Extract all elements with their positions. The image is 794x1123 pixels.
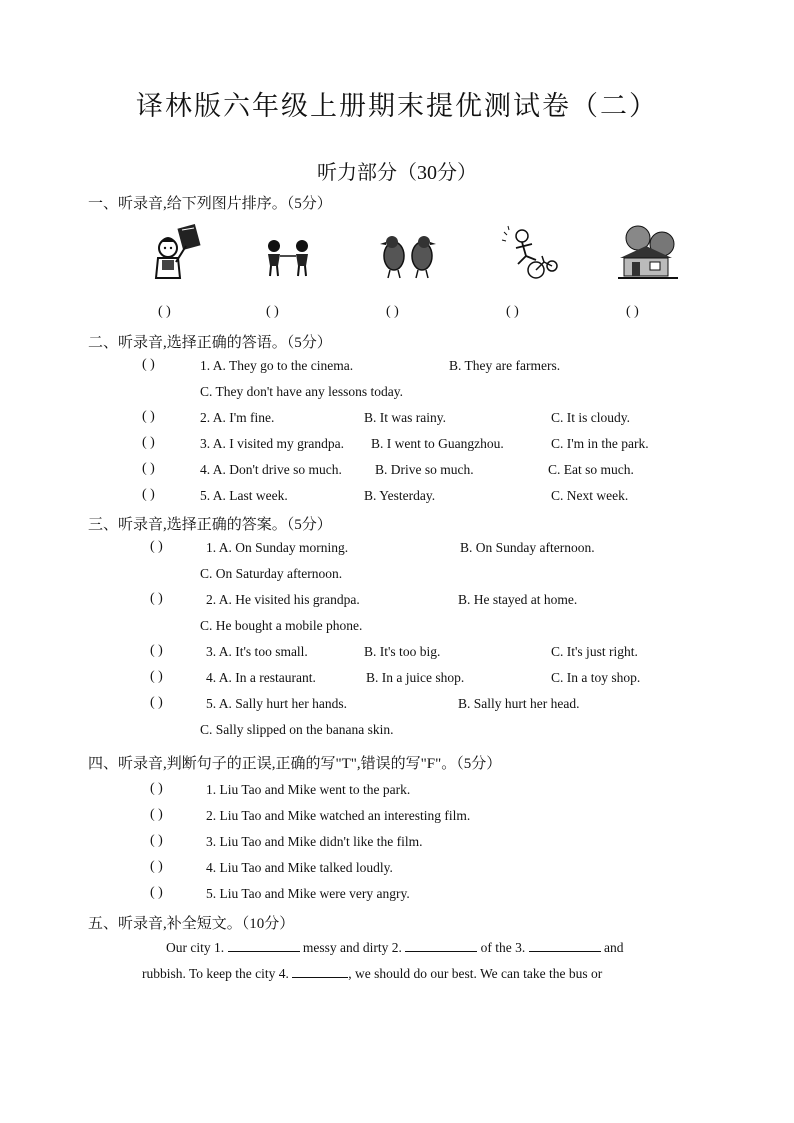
passage-text: rubbish. To keep the city 4. [142, 966, 289, 981]
answer-paren[interactable]: ( ) [506, 304, 519, 319]
option-b: B. Sally hurt her head. [458, 696, 580, 711]
option-b: B. It was rainy. [364, 410, 446, 425]
answer-paren[interactable]: ( ) [150, 591, 163, 606]
answer-paren[interactable]: ( ) [142, 487, 155, 502]
answer-paren[interactable]: ( ) [150, 859, 163, 874]
answer-paren[interactable]: ( ) [266, 304, 279, 319]
option-b: B. In a juice shop. [366, 670, 465, 685]
option-b: B. Yesterday. [364, 488, 436, 503]
house-and-trees-icon [618, 222, 678, 282]
option-c: C. Sally slipped on the banana skin. [200, 722, 394, 737]
option-b: B. Drive so much. [375, 462, 474, 477]
option-a: 3. A. It's too small. [206, 644, 308, 659]
fill-blank-2[interactable] [405, 939, 477, 952]
part2-heading: 二、听录音,选择正确的答语。（5分） [88, 335, 332, 351]
answer-paren[interactable]: ( ) [150, 885, 163, 900]
option-b: B. It's too big. [364, 644, 441, 659]
fill-blank-4[interactable] [292, 965, 348, 978]
answer-paren[interactable]: ( ) [626, 304, 639, 319]
statement: 1. Liu Tao and Mike went to the park. [206, 782, 411, 797]
answer-paren[interactable]: ( ) [142, 357, 155, 372]
boy-with-book-icon [146, 222, 206, 282]
answer-paren[interactable]: ( ) [142, 461, 155, 476]
answer-paren[interactable]: ( ) [142, 435, 155, 450]
page-title: 译林版六年级上册期末提优测试卷（二） [136, 91, 658, 121]
answer-paren[interactable]: ( ) [150, 781, 163, 796]
option-a: 1. A. They go to the cinema. [200, 358, 354, 373]
two-children-icon [258, 222, 318, 282]
option-a: 1. A. On Sunday morning. [206, 540, 349, 555]
section-subtitle: 听力部分（30分） [317, 162, 477, 184]
answer-paren[interactable]: ( ) [150, 833, 163, 848]
answer-paren[interactable]: ( ) [150, 669, 163, 684]
part3-heading: 三、听录音,选择正确的答案。（5分） [88, 517, 332, 533]
answer-paren[interactable]: ( ) [158, 304, 171, 319]
part1-heading: 一、听录音,给下列图片排序。（5分） [88, 196, 332, 212]
passage-text: and [604, 940, 624, 955]
option-c: C. It is cloudy. [551, 410, 630, 425]
option-a: 4. A. Don't drive so much. [200, 462, 342, 477]
part5-heading: 五、听录音,补全短文。（10分） [88, 916, 295, 932]
passage-text: Our city 1. [166, 940, 225, 955]
option-c: C. It's just right. [551, 644, 638, 659]
passage-text: of the 3. [480, 940, 526, 955]
option-b: B. On Sunday afternoon. [460, 540, 595, 555]
fill-blank-3[interactable] [529, 939, 601, 952]
passage-line-1 [166, 939, 624, 956]
part4-heading: 四、听录音,判断句子的正误,正确的写"T",错误的写"F"。（5分） [88, 756, 502, 772]
option-c: C. I'm in the park. [551, 436, 649, 451]
passage-line-2 [142, 965, 602, 982]
option-a: 2. A. He visited his grandpa. [206, 592, 360, 607]
option-a: 4. A. In a restaurant. [206, 670, 316, 685]
statement: 3. Liu Tao and Mike didn't like the film. [206, 834, 423, 849]
statement: 4. Liu Tao and Mike talked loudly. [206, 860, 393, 875]
statement: 2. Liu Tao and Mike watched an interesting film. [206, 808, 471, 823]
option-a: 3. A. I visited my grandpa. [200, 436, 344, 451]
option-c: C. Eat so much. [548, 462, 634, 477]
option-b: B. I went to Guangzhou. [371, 436, 504, 451]
answer-paren[interactable]: ( ) [150, 643, 163, 658]
answer-paren[interactable]: ( ) [386, 304, 399, 319]
option-c: C. He bought a mobile phone. [200, 618, 363, 633]
answer-paren[interactable]: ( ) [150, 807, 163, 822]
option-a: 5. A. Sally hurt her hands. [206, 696, 347, 711]
passage-text: , we should do our best. We can take the bus or [348, 966, 603, 981]
option-c: C. In a toy shop. [551, 670, 641, 685]
option-c: C. On Saturday afternoon. [200, 566, 343, 581]
passage-text: messy and dirty 2. [302, 940, 402, 955]
option-b: B. They are farmers. [449, 358, 561, 373]
option-c: C. They don't have any lessons today. [200, 384, 404, 399]
option-a: 5. A. Last week. [200, 488, 288, 503]
boy-falling-off-bike-icon [498, 222, 558, 282]
option-c: C. Next week. [551, 488, 629, 503]
statement: 5. Liu Tao and Mike were very angry. [206, 886, 410, 901]
option-a: 2. A. I'm fine. [200, 410, 275, 425]
answer-paren[interactable]: ( ) [150, 695, 163, 710]
answer-paren[interactable]: ( ) [150, 539, 163, 554]
option-b: B. He stayed at home. [458, 592, 578, 607]
answer-paren[interactable]: ( ) [142, 409, 155, 424]
two-birds-icon [378, 222, 438, 282]
fill-blank-1[interactable] [228, 939, 300, 952]
